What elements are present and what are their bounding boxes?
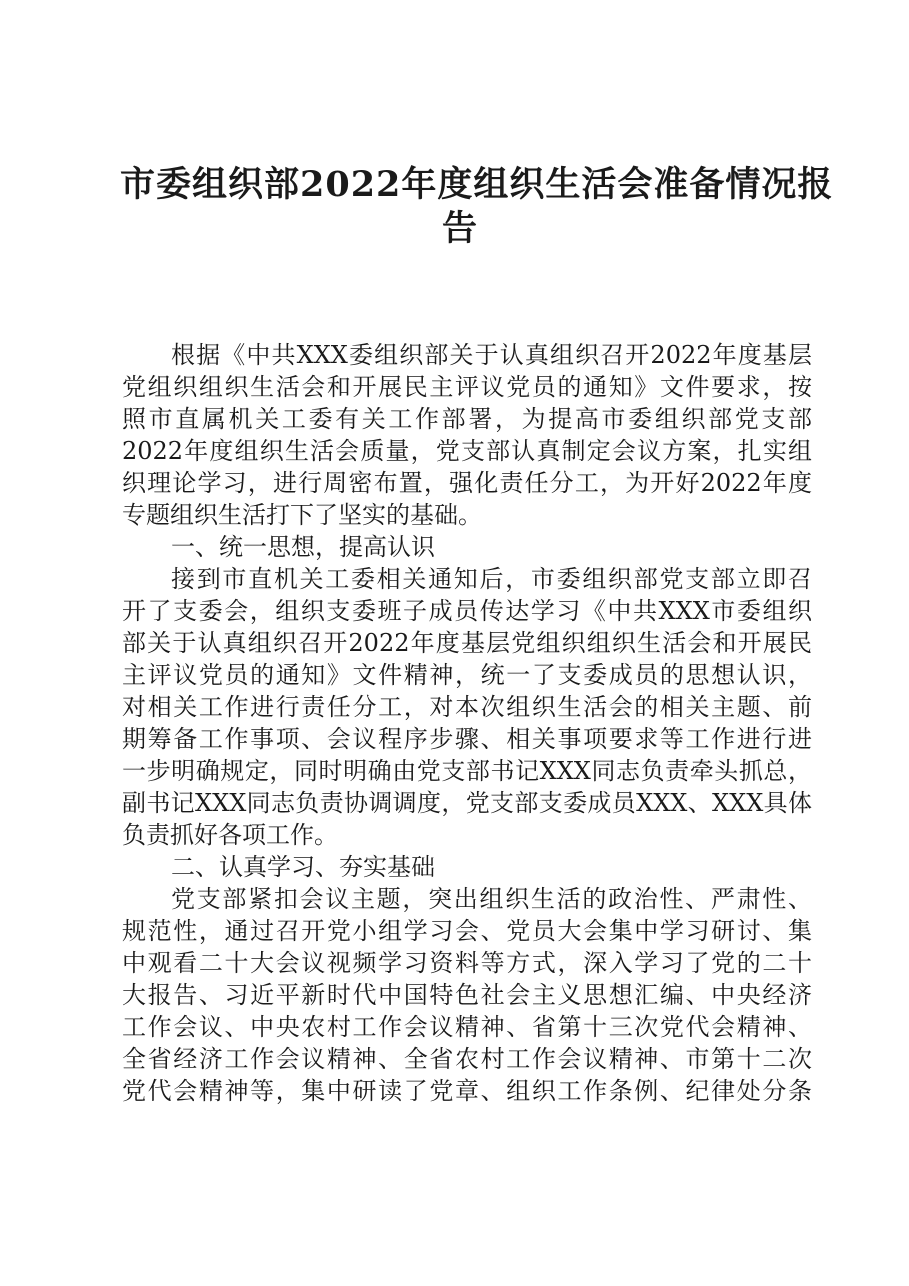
- paragraph-line: 党支部紧扣会议主题，突出组织生活的政治性、严肃性、: [171, 885, 812, 913]
- section-heading: 一、统一思想，提高认识: [171, 533, 435, 561]
- paragraph-line: 规范性，通过召开党小组学习会、党员大会集中学习研讨、集: [122, 917, 812, 945]
- section-heading: 二、认真学习、夯实基础: [171, 853, 435, 881]
- paragraph-line: 织理论学习，进行周密布置，强化责任分工，为开好2022年度: [122, 469, 812, 497]
- paragraph-line: 副书记XXX同志负责协调调度，党支部支委成员XXX、XXX具体: [122, 789, 812, 817]
- paragraph-line: 照市直属机关工委有关工作部署，为提高市委组织部党支部: [122, 405, 812, 433]
- paragraph-line: 一步明确规定，同时明确由党支部书记XXX同志负责牵头抓总，: [122, 757, 812, 785]
- paragraph-line: 党组织组织生活会和开展民主评议党员的通知》文件要求，按: [122, 373, 812, 401]
- paragraph-line: 开了支委会，组织支委班子成员传达学习《中共XXX市委组织: [122, 597, 812, 625]
- document-title-line-2: 告: [441, 208, 478, 249]
- paragraph-line: 专题组织生活打下了坚实的基础。: [122, 501, 482, 529]
- paragraph-line: 期筹备工作事项、会议程序步骤、相关事项要求等工作进行进: [122, 725, 812, 753]
- paragraph-line: 接到市直机关工委相关通知后，市委组织部党支部立即召: [171, 565, 812, 593]
- paragraph-line: 工作会议、中央农村工作会议精神、省第十三次党代会精神、: [122, 1013, 812, 1041]
- paragraph-line: 对相关工作进行责任分工，对本次组织生活会的相关主题、前: [122, 693, 812, 721]
- paragraph-line: 2022年度组织生活会质量，党支部认真制定会议方案，扎实组: [122, 437, 812, 465]
- paragraph-line: 全省经济工作会议精神、全省农村工作会议精神、市第十二次: [122, 1045, 812, 1073]
- paragraph-line: 根据《中共XXX委组织部关于认真组织召开2022年度基层: [171, 341, 812, 369]
- paragraph-line: 负责抓好各项工作。: [122, 821, 338, 849]
- paragraph-line: 大报告、习近平新时代中国特色社会主义思想汇编、中央经济: [122, 981, 812, 1009]
- paragraph-line: 部关于认真组织召开2022年度基层党组织组织生活会和开展民: [122, 629, 812, 657]
- document-title-line-1: 市委组织部2022年度组织生活会准备情况报: [120, 164, 834, 205]
- paragraph-line: 中观看二十大会议视频学习资料等方式，深入学习了党的二十: [122, 949, 812, 977]
- paragraph-line: 党代会精神等，集中研读了党章、组织工作条例、纪律处分条: [122, 1077, 812, 1105]
- paragraph-line: 主评议党员的通知》文件精神，统一了支委成员的思想认识，: [122, 661, 812, 689]
